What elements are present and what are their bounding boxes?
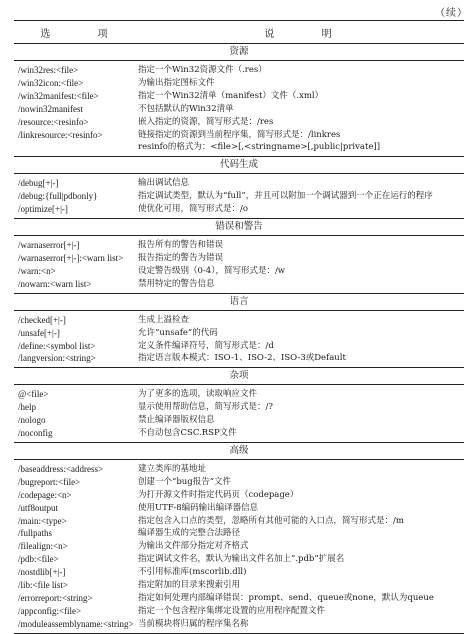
table-row <box>14 540 464 553</box>
table-row <box>14 327 464 340</box>
option-cell: /linkresource:<resinfo> <box>18 129 103 140</box>
section-title: 代码生成 <box>14 156 464 174</box>
description-cell: 不自动包含CSC.RSP文件 <box>138 428 237 439</box>
description-cell: 指定一个Win32资源文件（.res） <box>138 65 267 75</box>
option-cell: /win32icon:<file> <box>18 77 84 88</box>
header-option: 选 项 <box>40 28 130 40</box>
option-cell: /help <box>18 402 36 413</box>
option-cell: /noconfig <box>18 428 53 439</box>
option-cell: /errorreport:<string> <box>18 593 93 603</box>
option-cell: @<file> <box>18 389 49 400</box>
description-cell: 指定调试类型，默认为“full”，并且可以附加一个调试器到一个正在运行的程序 <box>138 191 433 202</box>
description-cell: 报告所有的警告和错误 <box>138 240 224 251</box>
description-cell: 禁止编译器版权信息 <box>138 415 215 426</box>
table-row <box>14 129 464 142</box>
option-cell: /nologo <box>18 415 46 426</box>
option-cell: /resource:<resinfo> <box>18 116 89 127</box>
option-cell: /bugreport:<file> <box>18 476 81 487</box>
option-cell: /debug[+|-] <box>18 178 59 189</box>
description-cell: 输出调试信息 <box>138 178 190 189</box>
description-cell: 为了更多的选项，读取响应文件 <box>138 389 258 400</box>
option-cell: /define:<symbol list> <box>18 340 96 351</box>
option-cell: /warnaserror[+|-]:<warn list> <box>18 252 124 263</box>
description-cell: 不引用标准库(mscorlib.dll) <box>138 567 247 578</box>
continued-label: （续） <box>435 8 468 19</box>
section-body <box>14 174 464 218</box>
table-row <box>14 489 464 502</box>
table-row <box>14 177 464 190</box>
section-body <box>14 61 464 156</box>
table-row <box>14 527 464 540</box>
description-cell: 指定一个Win32清单（manifest）文件（.xml） <box>138 90 324 101</box>
table-row <box>14 566 464 579</box>
description-cell: 指定包含入口点的类型，忽略所有其他可能的入口点，简写形式是：/m <box>138 515 404 526</box>
table-row <box>14 592 464 605</box>
option-cell: /nowarn:<warn list> <box>18 278 92 289</box>
section-title: 错误和警告 <box>14 218 464 236</box>
description-cell: 报告指定的警告为错误 <box>138 252 224 263</box>
table-row <box>14 476 464 489</box>
table-row <box>14 141 464 154</box>
table-row <box>14 77 464 90</box>
table-sections <box>14 44 464 633</box>
option-cell: /unsafe[+|-] <box>18 327 60 338</box>
table-row <box>14 116 464 129</box>
option-cell: /langversion:<string> <box>18 353 96 364</box>
section-title: 高级 <box>14 442 464 460</box>
section-title: 语言 <box>14 293 464 311</box>
description-cell: 使用UTF-8编码输出编译器信息 <box>138 502 259 513</box>
option-cell: /main:<type> <box>18 515 67 526</box>
table-row <box>14 553 464 566</box>
description-cell: resinfo的格式为：<file>[,<stringname>[,public|private]] <box>138 142 381 153</box>
description-cell: 使优化可用，简写形式是：/o <box>138 204 248 215</box>
option-cell: /pdb:<file> <box>18 554 59 565</box>
description-cell: 指定调试文件名，默认为输出文件名加上“.pdb”扩展名 <box>138 554 345 565</box>
options-table <box>14 20 464 634</box>
table-header <box>14 21 464 44</box>
section-body <box>14 385 464 442</box>
section-body <box>14 311 464 368</box>
table-row <box>14 388 464 401</box>
description-cell: 允许“unsafe”的代码 <box>138 327 218 338</box>
table-row <box>14 314 464 327</box>
table-row <box>14 203 464 216</box>
option-cell: /warn:<n> <box>18 265 56 276</box>
table-row <box>14 64 464 77</box>
option-cell: /utf8output <box>18 502 58 513</box>
description-cell: 嵌入指定的资源，简写形式是：/res <box>138 116 274 127</box>
description-cell: 建立类库的基地址 <box>138 463 207 474</box>
option-cell: /warnaserror[+|-] <box>18 240 80 251</box>
table-row <box>14 427 464 440</box>
table-row <box>14 103 464 116</box>
table-row <box>14 340 464 353</box>
description-cell: 为输出文件部分指定对齐格式 <box>138 541 249 552</box>
description-cell: 为输出指定图标文件 <box>138 77 215 88</box>
section-body <box>14 460 464 633</box>
table-row <box>14 463 464 476</box>
section-title: 杂项 <box>14 367 464 385</box>
table-row <box>14 605 464 618</box>
option-cell: /win32res:<file> <box>18 65 79 75</box>
table-row <box>14 515 464 528</box>
table-row <box>14 239 464 252</box>
table-row <box>14 401 464 414</box>
option-cell: /appconfig:<file> <box>18 605 82 616</box>
description-cell: 生成上溢检查 <box>138 314 190 325</box>
description-cell: 不包括默认的Win32清单 <box>138 103 234 114</box>
option-cell: /win32manifest:<file> <box>18 90 99 101</box>
description-cell: 创建一个“bug报告”文件 <box>138 476 232 487</box>
description-cell: 指定语言版本模式：ISO-1、ISO-2、ISO-3或Default <box>138 353 346 364</box>
table-row <box>14 90 464 103</box>
option-cell: /baseaddress:<address> <box>18 463 104 474</box>
table-row <box>14 579 464 592</box>
description-cell: 为打开源文件时指定代码页（codepage） <box>138 489 299 500</box>
option-cell: /codepage:<n> <box>18 489 72 500</box>
description-cell: 设定警告级别（0-4），简写形式是：/w <box>138 265 286 276</box>
description-cell: 指定一个包含程序集绑定设置的应用程序配置文件 <box>138 605 326 616</box>
description-cell: 指定附加的目录来搜索引用 <box>138 580 241 591</box>
option-cell: /checked[+|-] <box>18 314 66 325</box>
table-row <box>14 252 464 265</box>
table-row <box>14 352 464 365</box>
table-row <box>14 414 464 427</box>
description-cell: 编译器生成的完整合法路径 <box>138 528 241 539</box>
option-cell: /nostdlib[+|-] <box>18 567 66 578</box>
description-cell: 当前模块将归属的程序集名称 <box>138 618 249 629</box>
option-cell: /lib:<file list> <box>18 580 68 591</box>
header-description: 说 明 <box>264 28 354 40</box>
table-row <box>14 190 464 203</box>
table-row <box>14 265 464 278</box>
option-cell: /moduleassemblyname:<string> <box>18 618 134 629</box>
option-cell: /fullpaths <box>18 528 52 539</box>
table-row <box>14 618 464 631</box>
section-body <box>14 236 464 293</box>
table-row <box>14 278 464 291</box>
option-cell: /debug:{full|pdbonly} <box>18 191 98 202</box>
description-cell: 禁用特定的警告信息 <box>138 278 215 289</box>
option-cell: /filealign:<n> <box>18 541 68 552</box>
section-title: 资源 <box>14 44 464 61</box>
option-cell <box>14 141 138 154</box>
description-cell: 链接指定的资源到当前程序集，简写形式是：/linkres <box>138 129 341 140</box>
option-cell: /nowin32manifest <box>18 103 83 114</box>
option-cell: /optimize[+|-] <box>18 204 68 215</box>
description-cell: 指定如何处理内部编译错误：prompt、send、queue或none，默认为queue <box>138 593 434 603</box>
description-cell: 显示使用帮助信息，简写形式是：/? <box>138 402 273 413</box>
description-cell: 定义条件编译符号，简写形式是：/d <box>138 340 274 351</box>
table-row <box>14 502 464 515</box>
